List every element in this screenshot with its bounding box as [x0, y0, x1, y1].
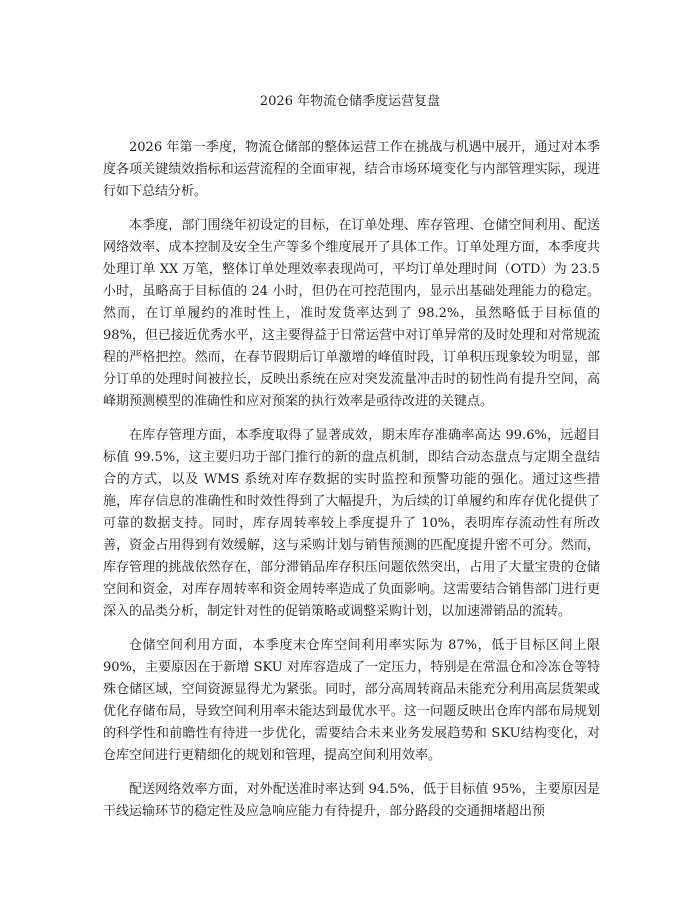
document-body: [103, 137, 600, 835]
paragraph-order-processing: 本季度，部门围绕年初设定的目标，在订单处理、库存管理、仓储空间利用、配送网络效率、成本控制及安全生产等多个维度展开了具体工作。订单处理方面，本季度共处理订单 XX 万笔，整体订单处理效率表现尚可，平均订单处理时间（OTD）为 23.5 小时，虽略高于目标值的 24 小时，但仍在可控范围内，显示出基础处理能力的稳定。然而，在订单履约的准时性上，准时发货率达到了 98.2%，虽然略低于目标值的 98%，但已接近优秀水平，这主要得益于日常运营中对订单异常的及时处理和对常规流程的严格把控。然而，在春节假期后订单激增的峰值时段，订单积压现象较为明显，部分订单的处理时间被拉长，反映出系统在应对突发流量冲击时的韧性尚有提升空间，高峰期预测模型的准确性和应对预案的执行效率是亟待改进的关键点。: [103, 218, 600, 409]
document-title: 2026 年物流仓储季度运营复盘: [259, 94, 441, 109]
paragraph-inventory-management: 在库存管理方面，本季度取得了显著成效，期末库存准确率高达 99.6%，远超目标值 99.5%，这主要归功于部门推行的新的盘点机制，即结合动态盘点与定期全盘结合的方式，以及 WMS 系统对库存数据的实时监控和预警功能的强化。通过这些措施，库存信息的准确性和时效性得到了大幅提升，为后续的订单履约和库存优化提供了可靠的数据支持。同时，库存周转率较上季度提升了 10%，表明库存流动性有所改善，资金占用得到有效缓解，这与采购计划与销售预测的匹配度提升密不可分。然而，库存管理的挑战依然存在，部分滞销品库存积压问题依然突出，占用了大量宝贵的仓储空间和资金，对库存周转率和资金周转率造成了负面影响。这需要结合销售部门进行更深入的品类分析，制定针对性的促销策略或调整采购计划，以加速滞销品的流转。: [103, 428, 600, 619]
paragraph-delivery-efficiency: 配送网络效率方面，对外配送准时率达到 94.5%，低于目标值 95%，主要原因是干线运输环节的稳定性及应急响应能力有待提升，部分路段的交通拥堵超出预: [103, 782, 600, 819]
paragraph-space-utilization: 仓储空间利用方面，本季度末仓库空间利用率实际为 87%，低于目标区间上限90%，主要原因在于新增 SKU 对库容造成了一定压力，特别是在常温仓和冷冻仓等特殊仓储区域，空间资源显得尤为紧张。同时，部分高周转商品未能充分利用高层货架或优化存储布局，导致空间利用率未能达到最优水平。这一问题反映出仓库内部布局规划的科学性和前瞻性有待进一步优化，需要结合未来业务发展趋势和 SKU结构变化，对仓库空间进行更精细化的规划和管理，提高空间利用效率。: [103, 638, 600, 763]
paragraph-intro: 2026 年第一季度，物流仓储部的整体运营工作在挑战与机遇中展开，通过对本季度各项关键绩效指标和运营流程的全面审视，结合市场环境变化与内部管理实际，现进行如下总结分析。: [103, 140, 600, 199]
